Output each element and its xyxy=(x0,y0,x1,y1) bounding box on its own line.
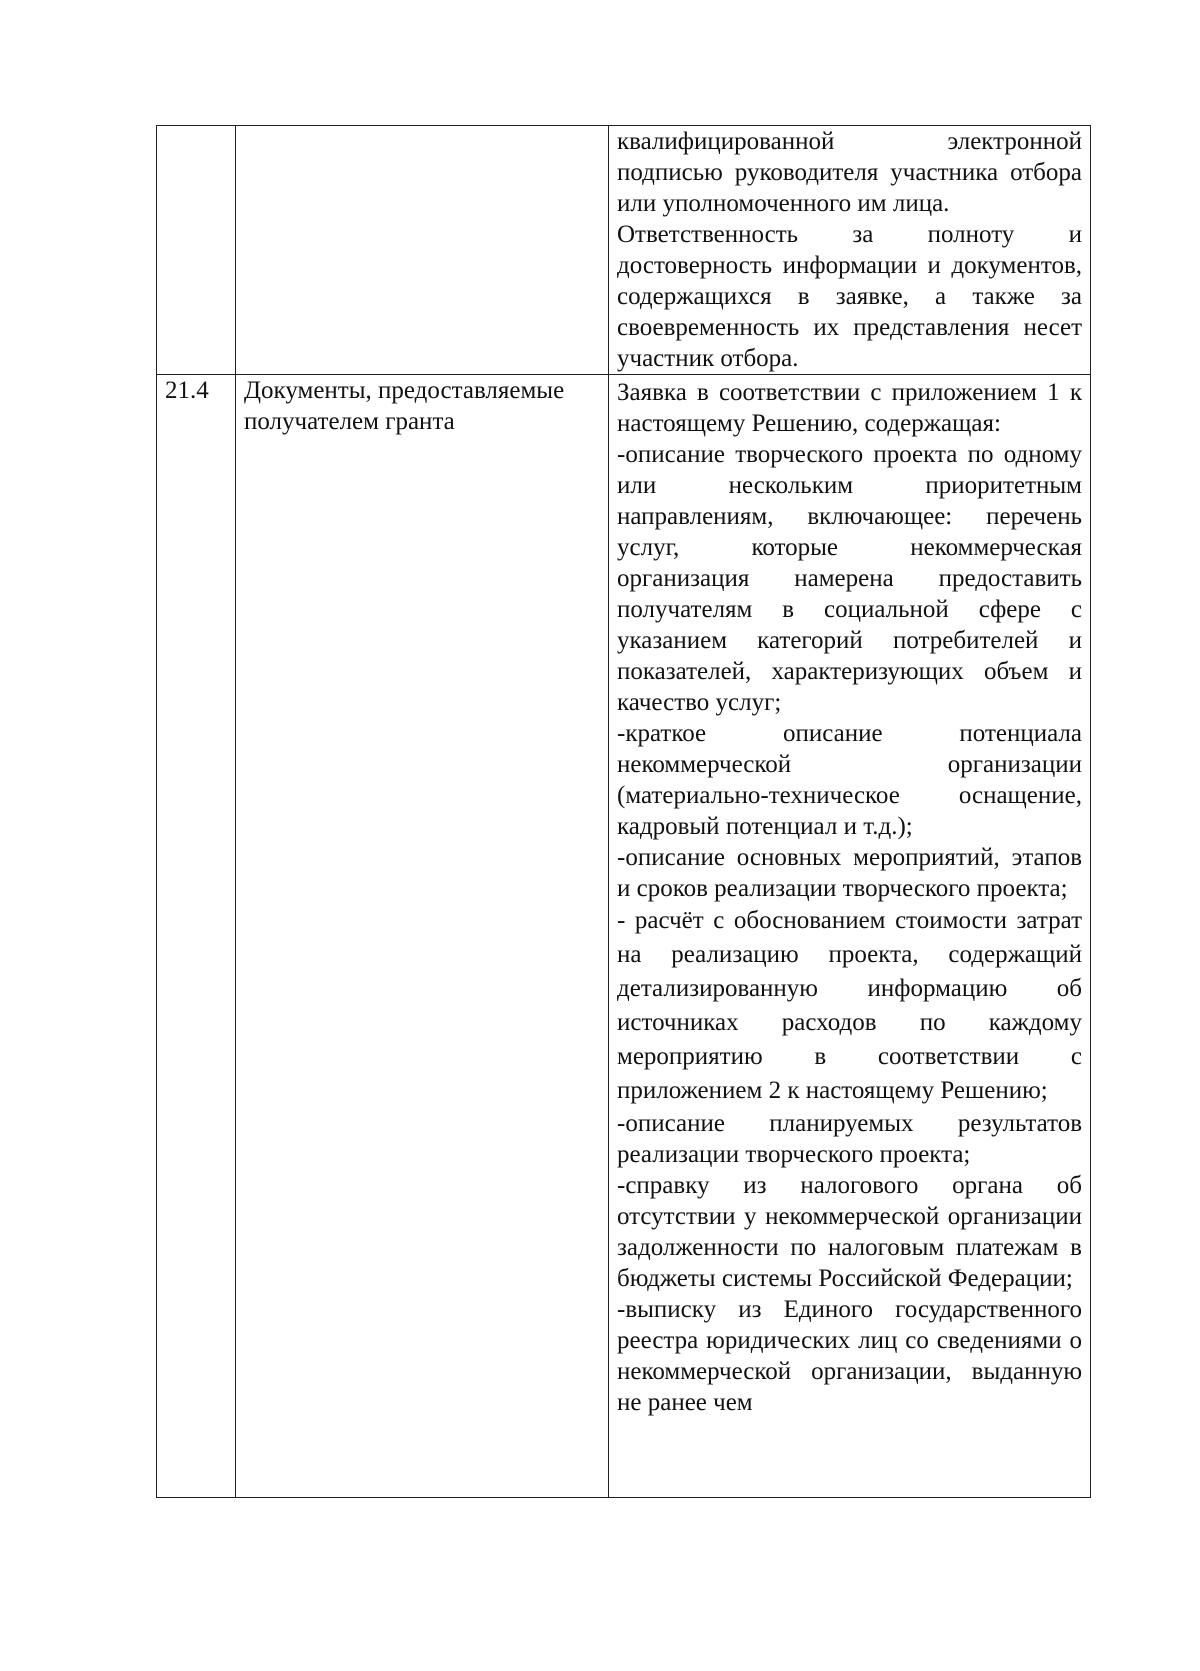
item-content-cell xyxy=(609,126,1091,375)
content-paragraph: -краткое описание потенциала некоммерческой организации (материально-техническое оснащение, кадровый потенциал и т.д.); xyxy=(617,720,1082,840)
item-name-cell: Документы, предоставляемые получателем гранта xyxy=(236,375,609,1498)
content-paragraph: -описание творческого проекта по одному или нескольким приоритетным направлениям, включающее: перечень услуг, которые некоммерческая организация намерена предоставить получателям в социальной сфере с указанием категорий потребителей и показателей, характеризующих объем и качество услуг; xyxy=(617,441,1082,716)
content-paragraph: квалифицированной электронной подписью руководителя участника отбора или уполномоченного им лица. xyxy=(617,128,1082,217)
content-paragraph: -выписку из Единого государственного реестра юридических лиц со сведениями о некоммерческой организации, выданную не ранее чем xyxy=(617,1296,1082,1416)
content-paragraph: -описание планируемых результатов реализации творческого проекта; xyxy=(617,1110,1082,1168)
item-number-cell xyxy=(157,126,236,375)
content-paragraph: -справку из налогового органа об отсутствии у некоммерческой организации задолженности по налоговым платежам в бюджеты системы Российской Федерации; xyxy=(617,1172,1082,1292)
requirements-table xyxy=(156,125,1091,1498)
content-paragraph: Заявка в соответствии с приложением 1 к настоящему Решению, содержащая: xyxy=(617,379,1082,437)
content-paragraph: Ответственность за полноту и достоверность информации и документов, содержащихся в заявке, а также за своевременность их представления несет участник отбора. xyxy=(617,221,1082,372)
item-name-cell xyxy=(236,126,609,375)
table-row xyxy=(157,126,1091,375)
item-number-cell: 21.4 xyxy=(157,375,236,1498)
content-paragraph: -описание основных мероприятий, этапов и сроков реализации творческого проекта; xyxy=(617,844,1082,902)
item-content-cell xyxy=(609,375,1091,1498)
table-row xyxy=(157,375,1091,1498)
content-paragraph: - расчёт с обоснованием стоимости затрат на реализацию проекта, содержащий детализированную информацию об источниках расходов по каждому мероприятию в соответствии с приложением 2 к настоящему Решению; xyxy=(617,907,1082,1104)
